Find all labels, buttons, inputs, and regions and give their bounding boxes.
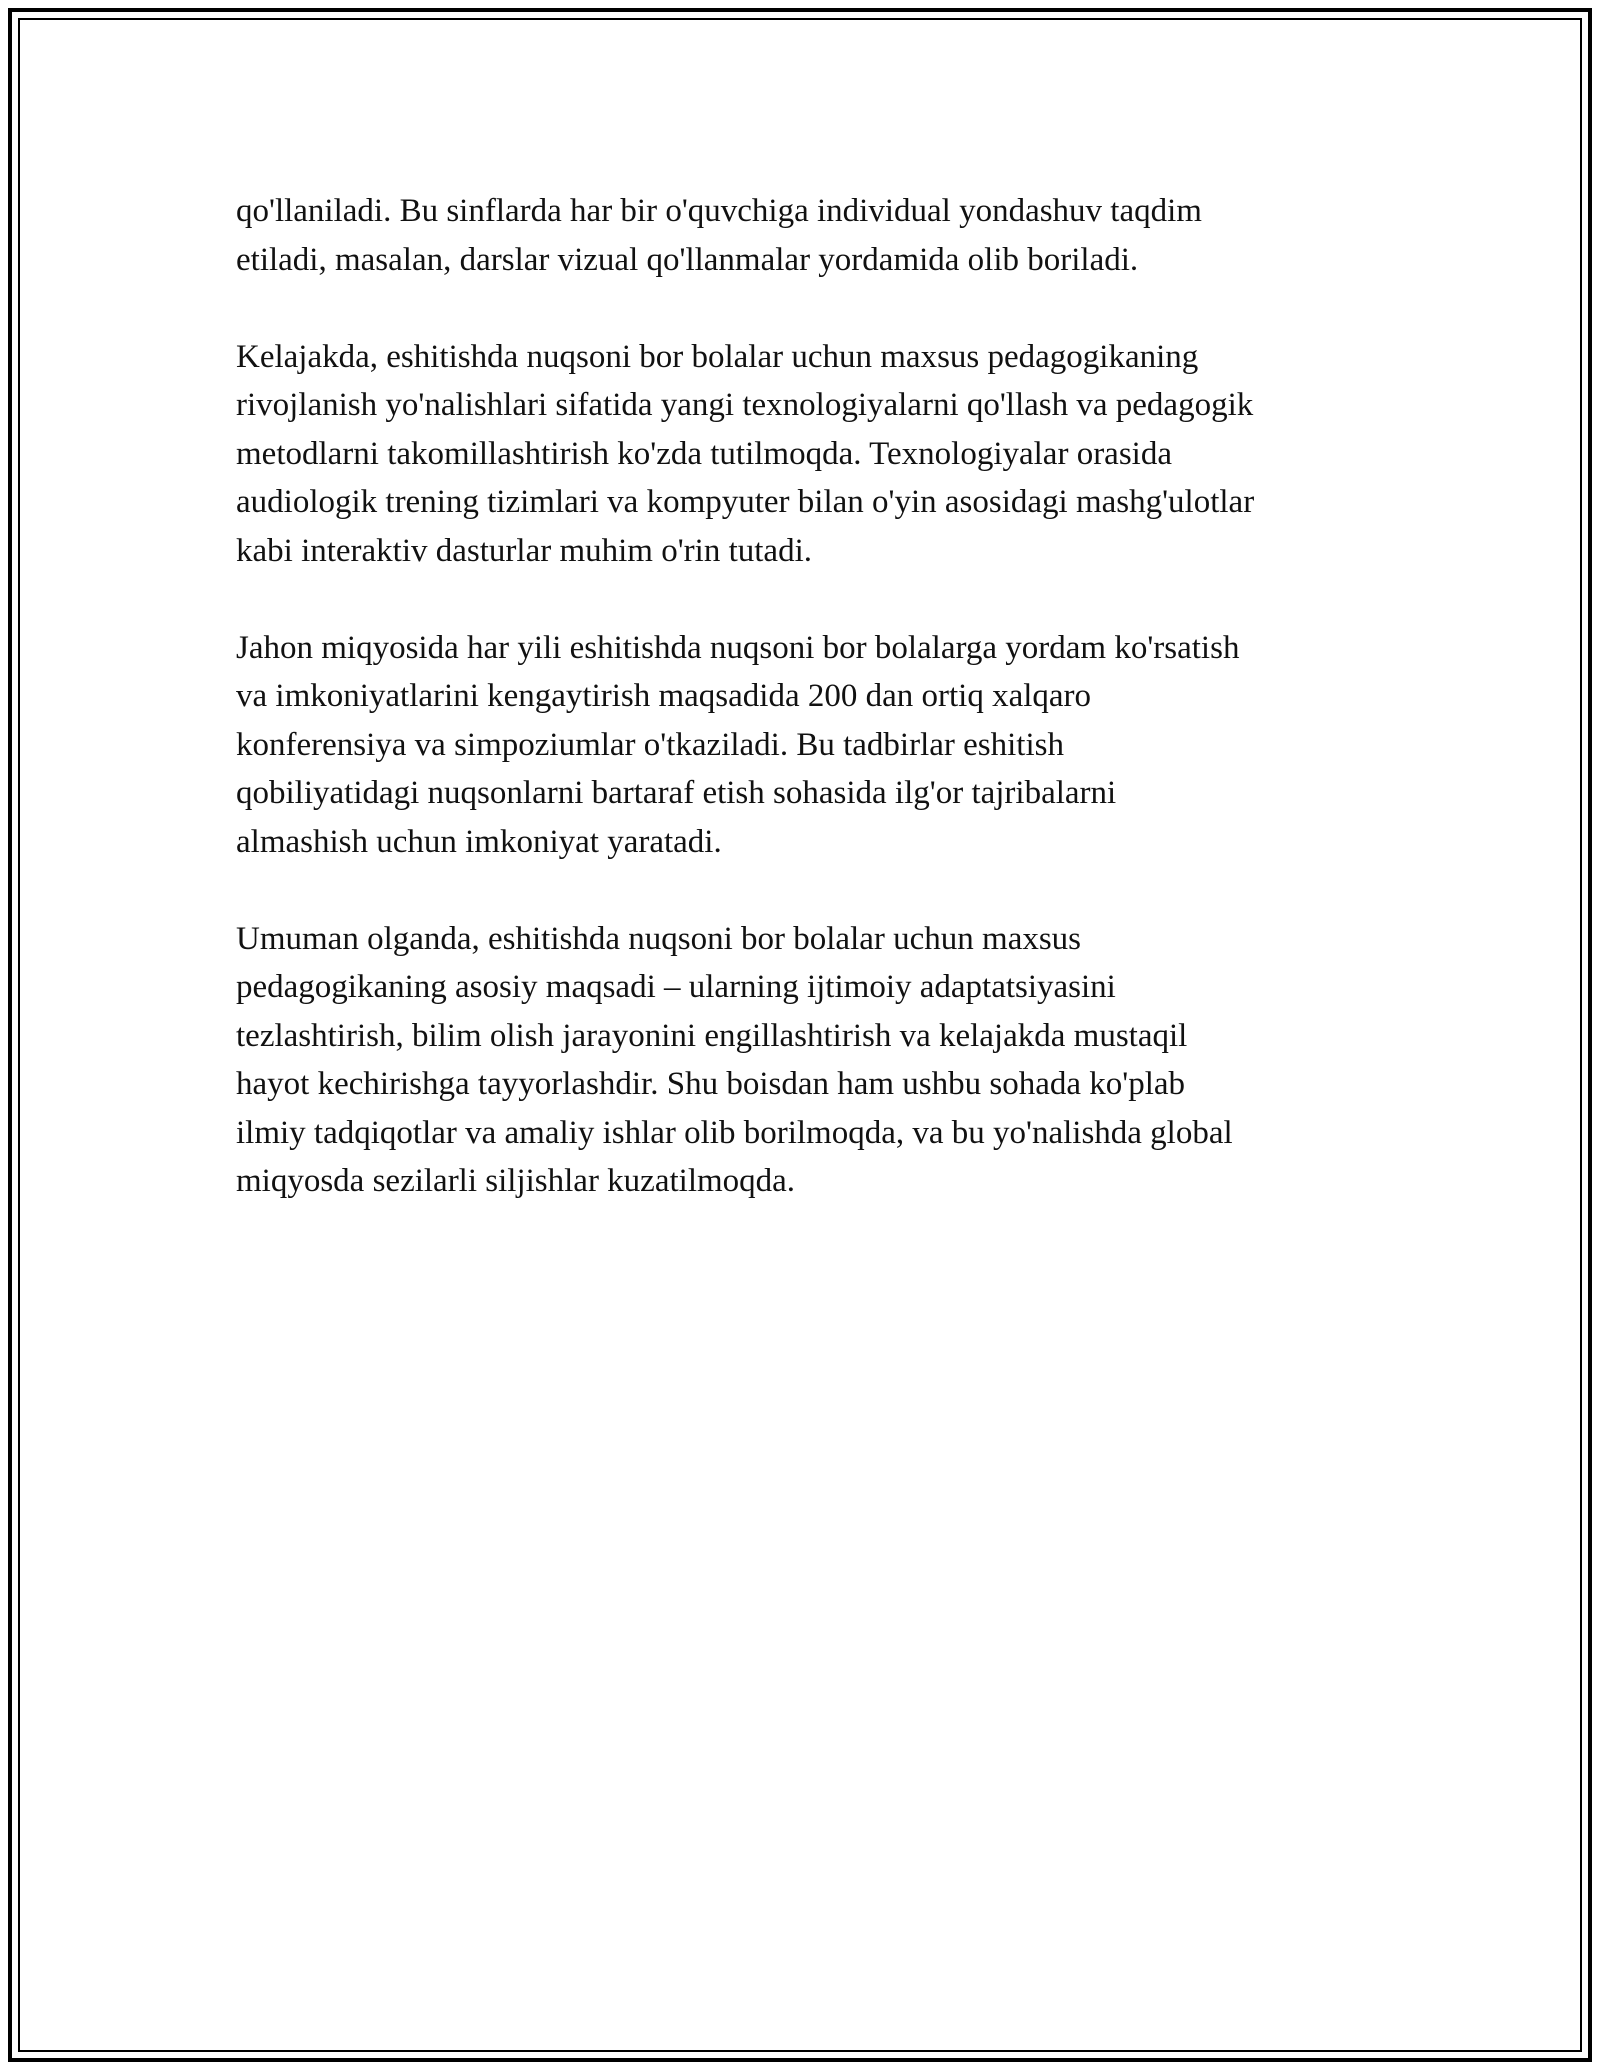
paragraph-4: Umuman olganda, eshitishda nuqsoni bor bolalar uchun maxsus pedagogikaning asosiy maqsadi – ularning ijtimoiy adaptatsiyasini tezlashtirish, bilim olish jarayonini engillashtirish va kelajakda mustaqil hayot kechirishga tayyorlashdir. Shu boisdan ham ushbu sohada ko'plab ilmiy tadqiqotlar va amaliy ishlar olib borilmoqda, va bu yo'nalishda global miqyosda sezilarli siljishlar kuzatilmoqda. <box>236 920 1233 1199</box>
paragraph-1: qo'llaniladi. Bu sinflarda har bir o'quvchiga individual yondashuv taqdim etiladi, masalan, darslar vizual qo'llanmalar yordamida olib boriladi. <box>236 193 1202 278</box>
paragraph-3: Jahon miqyosida har yili eshitishda nuqsoni bor bolalarga yordam ko'rsatish va imkoniyatlarini kengaytirish maqsadida 200 dan ortiq xalqaro konferensiya va simpoziumlar o'tkaziladi. Bu tadbirlar eshitish qobiliyatidagi nuqsonlarni bartaraf etish sohasida ilg'or tajribalarni almashish uchun imkoniyat yaratadi. <box>236 629 1240 860</box>
document-body <box>236 187 1376 1254</box>
paragraph-2: Kelajakda, eshitishda nuqsoni bor bolalar uchun maxsus pedagogikaning rivojlanish yo'nalishlari sifatida yangi texnologiyalarni qo'llash va pedagogik metodlarni takomillashtirish ko'zda tutilmoqda. Texnologiyalar orasida audiologik trening tizimlari va kompyuter bilan o'yin asosidagi mashg'ulotlar kabi interaktiv dasturlar muhim o'rin tutadi. <box>236 338 1255 569</box>
